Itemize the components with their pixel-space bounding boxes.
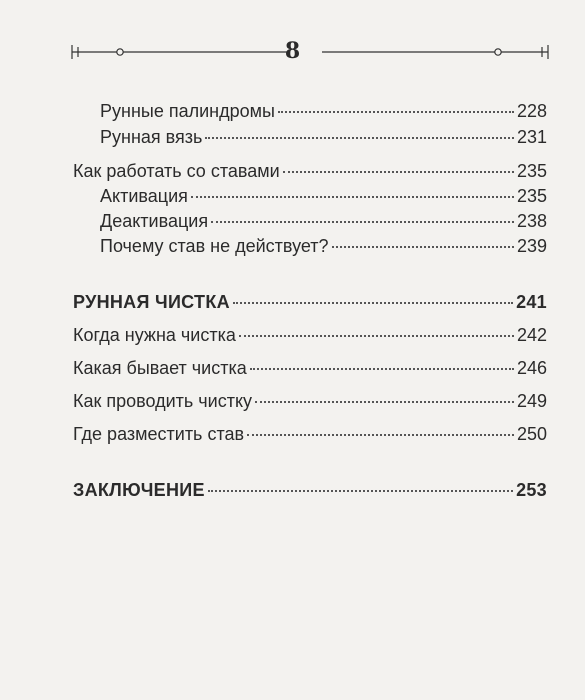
dot-leader [247, 434, 514, 436]
toc-entry-page: 241 [516, 292, 547, 312]
dot-leader [211, 221, 514, 223]
dot-leader [250, 368, 514, 370]
toc-entry [100, 126, 547, 148]
toc-entry-page: 246 [516, 358, 547, 378]
toc-entry [73, 160, 547, 182]
toc-section-entry [73, 479, 547, 501]
dot-leader [191, 196, 514, 198]
toc-entry-title: Деактивация [100, 211, 209, 231]
toc-entry-title: ЗАКЛЮЧЕНИЕ [73, 480, 205, 500]
toc-entry-page: 250 [516, 424, 547, 444]
toc-entry-title: Как работать со ставами [73, 161, 280, 181]
toc-entry-page: 228 [516, 101, 547, 121]
toc-entry [73, 390, 547, 412]
dot-leader [255, 401, 514, 403]
toc-entry [100, 185, 547, 207]
toc-entry-page: 242 [516, 325, 547, 345]
toc-entry-page: 238 [516, 211, 547, 231]
toc-entry [100, 235, 547, 257]
dot-leader [278, 111, 514, 113]
toc-section-entry [73, 291, 547, 313]
toc-entry-title: Где разместить став [73, 424, 245, 444]
toc-entry [73, 423, 547, 445]
toc-entry-page: 253 [516, 480, 547, 500]
toc-entry-title: Почему став не действует? [100, 236, 329, 256]
page-number: 8 [284, 38, 301, 64]
dot-leader [205, 137, 514, 139]
toc-entry-page: 231 [516, 127, 547, 147]
toc-entry-page: 235 [516, 186, 547, 206]
toc-entry-page: 235 [516, 161, 547, 181]
toc-entry [73, 357, 547, 379]
dot-leader [239, 335, 514, 337]
dot-leader [283, 171, 514, 173]
dot-leader [208, 490, 513, 492]
toc-entry-title: РУННАЯ ЧИСТКА [73, 292, 230, 312]
toc-entry-title: Как проводить чистку [73, 391, 253, 411]
toc-entry-page: 249 [516, 391, 547, 411]
toc-entry [73, 324, 547, 346]
toc-entry-title: Когда нужна чистка [73, 325, 236, 345]
toc-entry-title: Какая бывает чистка [73, 358, 247, 378]
dot-leader [233, 302, 513, 304]
toc-entry-title: Рунные палиндромы [100, 101, 275, 121]
toc-entry-title: Активация [100, 186, 188, 206]
toc-entry [100, 100, 547, 122]
dot-leader [332, 246, 514, 248]
toc-entry-title: Рунная вязь [100, 127, 203, 147]
toc-entry [100, 210, 547, 232]
toc-entry-page: 239 [516, 236, 547, 256]
